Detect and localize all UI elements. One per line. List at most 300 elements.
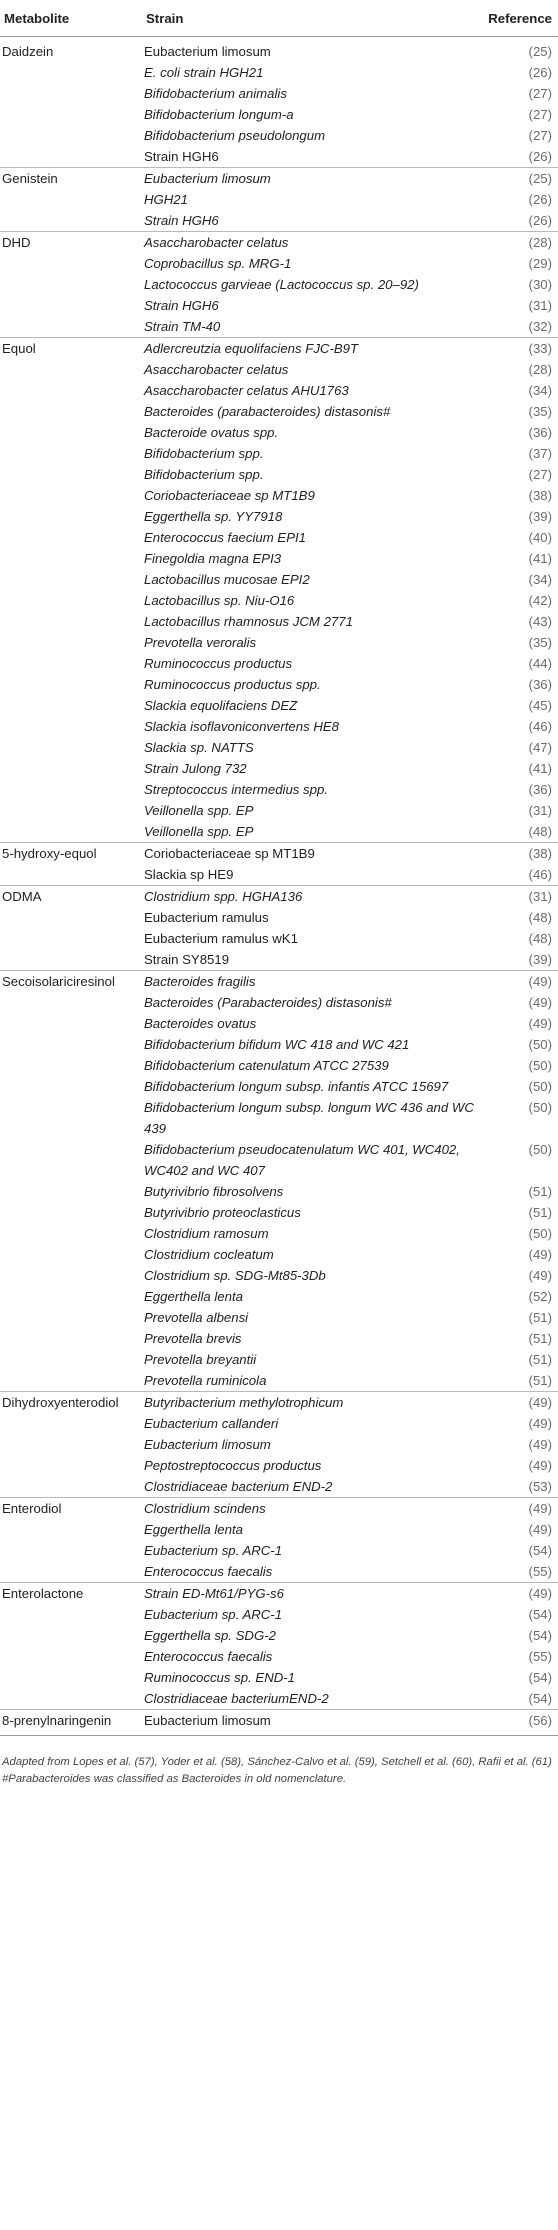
table-row (0, 907, 558, 928)
table-row (0, 1413, 558, 1434)
strain-cell: Slackia isoflavoniconvertens HE8 (144, 719, 339, 734)
metabolite-cell (0, 485, 142, 506)
metabolite-cell: 8-prenylnaringenin (0, 1710, 142, 1736)
metabolite-cell: Dihydroxyenterodiol (0, 1392, 142, 1414)
strain-cell: Bacteroides fragilis (142, 971, 480, 993)
metabolite-cell (0, 104, 142, 125)
reference-cell: (30) (528, 277, 552, 292)
strain-cell: Veillonella spp. EP (144, 803, 254, 818)
strain-cell: Prevotella veroralis (144, 635, 257, 650)
table-footnote: Adapted from Lopes et al. (57), Yoder et al. (58), Sánchez-Calvo et al. (59), Setchell et al. (60), Rafii et al. (61) #Parabacteroides was classified as Bacteroides in old nomenclature. (2, 1756, 552, 1785)
strain-cell: Coprobacillus sp. MRG-1 (144, 256, 292, 271)
reference-cell: (51) (528, 1373, 552, 1388)
metabolite-cell (0, 907, 142, 928)
strain-cell: Eubacterium ramulus (144, 910, 269, 925)
metabolite-cell: ODMA (0, 886, 142, 908)
reference-cell: (54) (528, 1628, 552, 1643)
table-row (0, 1034, 558, 1055)
metabolite-cell (0, 1604, 142, 1625)
strain-cell: Asaccharobacter celatus AHU1763 (144, 383, 349, 398)
table-row (0, 253, 558, 274)
table-row (0, 1561, 558, 1583)
reference-cell: (25) (528, 44, 552, 59)
metabolite-cell (0, 632, 142, 653)
header-row (0, 0, 558, 37)
table-row (0, 1265, 558, 1286)
table-row (0, 232, 558, 254)
strain-cell: Bacteroide ovatus spp. (144, 425, 279, 440)
table-row (0, 1244, 558, 1265)
table-row (0, 443, 558, 464)
strain-cell: Bifidobacterium pseudocatenulatum WC 401, WC402, WC402 and WC 407 (144, 1142, 460, 1178)
reference-cell: (50) (528, 1226, 552, 1241)
table-row (0, 886, 558, 908)
reference-cell: (49) (480, 1583, 558, 1605)
metabolite-cell: Enterolactone (0, 1583, 142, 1605)
table-row (0, 168, 558, 190)
strain-cell: Butyrivibrio fibrosolvens (144, 1184, 284, 1199)
metabolite-cell (0, 758, 142, 779)
strain-cell: Eubacterium limosum (142, 168, 480, 190)
reference-cell: (25) (480, 168, 558, 190)
table-row (0, 1540, 558, 1561)
reference-cell: (52) (528, 1289, 552, 1304)
strain-cell: Strain SY8519 (144, 952, 230, 967)
table-row (0, 274, 558, 295)
metabolite-cell (0, 548, 142, 569)
strain-cell: Coriobacteriaceae sp MT1B9 (144, 488, 315, 503)
metabolite-cell (0, 800, 142, 821)
table-row (0, 1498, 558, 1520)
metabolite-cell (0, 189, 142, 210)
table-row (0, 1286, 558, 1307)
header-metabolite: Metabolite (0, 0, 142, 37)
metabolite-cell (0, 737, 142, 758)
strain-cell: Eggerthella lenta (144, 1522, 243, 1537)
strain-cell: Eubacterium sp. ARC-1 (144, 1607, 283, 1622)
table-row (0, 1646, 558, 1667)
reference-cell: (49) (528, 1268, 552, 1283)
reference-cell: (35) (528, 404, 552, 419)
strain-cell: Eubacterium sp. ARC-1 (144, 1543, 283, 1558)
metabolite-cell (0, 1519, 142, 1540)
metabolite-cell (0, 527, 142, 548)
reference-cell: (50) (528, 1142, 552, 1157)
strain-cell: Bacteroides ovatus (144, 1016, 257, 1031)
table-row (0, 295, 558, 316)
table-row (0, 864, 558, 886)
strain-cell: Bifidobacterium longum subsp. longum WC 436 and WC 439 (144, 1100, 474, 1136)
strain-cell: Enterococcus faecalis (144, 1649, 273, 1664)
metabolite-cell (0, 316, 142, 338)
reference-cell: (48) (528, 824, 552, 839)
table-row (0, 1688, 558, 1710)
strain-cell: Lactobacillus mucosae EPI2 (144, 572, 310, 587)
reference-cell: (27) (528, 128, 552, 143)
strain-cell: Prevotella brevis (144, 1331, 242, 1346)
table-row (0, 1667, 558, 1688)
table-row (0, 779, 558, 800)
table-row (0, 1583, 558, 1605)
strain-cell: Eubacterium limosum (142, 1710, 480, 1736)
strain-cell: Clostridium spp. HGHA136 (142, 886, 480, 908)
table-row (0, 422, 558, 443)
metabolite-cell (0, 1540, 142, 1561)
reference-cell: (27) (528, 107, 552, 122)
metabolite-cell (0, 864, 142, 886)
strain-cell: Slackia equolifaciens DEZ (144, 698, 298, 713)
strain-cell: Lactobacillus rhamnosus JCM 2771 (144, 614, 353, 629)
strain-cell: Strain HGH6 (144, 149, 219, 164)
metabolite-cell: DHD (0, 232, 142, 254)
reference-cell: (48) (528, 931, 552, 946)
reference-cell: (36) (528, 677, 552, 692)
metabolite-cell (0, 62, 142, 83)
reference-cell: (51) (528, 1205, 552, 1220)
table-row (0, 674, 558, 695)
reference-cell: (36) (528, 782, 552, 797)
table-row (0, 1604, 558, 1625)
reference-cell: (40) (528, 530, 552, 545)
header-strain: Strain (142, 0, 480, 37)
reference-cell: (50) (528, 1058, 552, 1073)
reference-cell: (28) (480, 232, 558, 254)
reference-cell: (28) (528, 362, 552, 377)
strain-cell: Lactobacillus sp. Niu-O16 (144, 593, 295, 608)
metabolite-cell (0, 1349, 142, 1370)
reference-cell: (35) (528, 635, 552, 650)
metabolite-cell: Equol (0, 338, 142, 360)
metabolite-cell (0, 1286, 142, 1307)
table-row (0, 83, 558, 104)
reference-cell: (55) (528, 1649, 552, 1664)
table-row (0, 210, 558, 232)
strain-cell: Adlercreutzia equolifaciens FJC-B9T (142, 338, 480, 360)
reference-cell: (39) (528, 952, 552, 967)
metabolite-cell (0, 1370, 142, 1392)
table-row (0, 548, 558, 569)
strain-cell: Prevotella breyantii (144, 1352, 257, 1367)
strain-cell: Clostridium scindens (142, 1498, 480, 1520)
strain-cell: Eubacterium callanderi (144, 1416, 279, 1431)
metabolite-cell: Daidzein (2, 44, 54, 59)
reference-cell: (51) (528, 1184, 552, 1199)
table-row (0, 1076, 558, 1097)
metabolite-cell (0, 1328, 142, 1349)
reference-cell: (49) (528, 995, 552, 1010)
reference-cell: (49) (480, 971, 558, 993)
reference-cell: (26) (528, 213, 552, 228)
strain-cell: Slackia sp. NATTS (144, 740, 254, 755)
metabolite-cell (0, 1413, 142, 1434)
strain-cell: Bacteroides (parabacteroides) distasonis# (144, 404, 391, 419)
metabolite-cell (0, 506, 142, 527)
table-row (0, 125, 558, 146)
reference-cell: (54) (528, 1607, 552, 1622)
reference-cell: (31) (528, 803, 552, 818)
strain-cell: Clostridiaceae bacterium END-2 (144, 1479, 333, 1494)
table-row (0, 716, 558, 737)
strain-cell: Slackia sp HE9 (144, 867, 234, 882)
metabolite-cell (0, 590, 142, 611)
metabolite-cell (0, 1139, 142, 1181)
table-row (0, 695, 558, 716)
table-row (0, 146, 558, 168)
reference-cell: (38) (528, 488, 552, 503)
metabolite-cell: Secoisolariciresinol (0, 971, 142, 993)
strain-cell: Clostridium ramosum (144, 1226, 269, 1241)
table-row (0, 971, 558, 993)
strain-cell: Eggerthella sp. YY7918 (144, 509, 283, 524)
metabolite-cell (0, 146, 142, 168)
reference-cell: (27) (528, 467, 552, 482)
strain-cell: Coriobacteriaceae sp MT1B9 (142, 843, 480, 865)
reference-cell: (26) (528, 192, 552, 207)
table-row (0, 758, 558, 779)
reference-cell: (34) (528, 383, 552, 398)
table-row (0, 37, 558, 63)
strain-cell: Bifidobacterium longum-a (144, 107, 294, 122)
table-row (0, 1013, 558, 1034)
reference-cell: (49) (528, 1247, 552, 1262)
table-row (0, 949, 558, 971)
strain-cell: Strain ED-Mt61/PYG-s6 (142, 1583, 480, 1605)
table-row (0, 401, 558, 422)
strain-cell: Eubacterium limosum (144, 44, 271, 59)
metabolite-cell (0, 253, 142, 274)
strain-cell: Butyrivibrio proteoclasticus (144, 1205, 301, 1220)
table-row (0, 1097, 558, 1139)
reference-cell: (49) (528, 1016, 552, 1031)
table-row (0, 843, 558, 865)
metabolite-cell (0, 779, 142, 800)
reference-cell: (31) (480, 886, 558, 908)
strain-cell: Lactococcus garvieae (Lactococcus sp. 20–92) (144, 277, 419, 292)
strain-cell: Eubacterium ramulus wK1 (144, 931, 298, 946)
metabolite-cell (0, 1076, 142, 1097)
table-row (0, 1370, 558, 1392)
reference-cell: (50) (528, 1079, 552, 1094)
metabolite-cell (0, 125, 142, 146)
reference-cell: (29) (528, 256, 552, 271)
strain-cell: Strain HGH6 (144, 298, 219, 313)
reference-cell: (47) (528, 740, 552, 755)
reference-cell: (33) (480, 338, 558, 360)
table-row (0, 359, 558, 380)
strain-cell: Asaccharobacter celatus (142, 232, 480, 254)
metabolite-cell (0, 83, 142, 104)
table-row (0, 569, 558, 590)
strain-cell: Streptococcus intermedius spp. (144, 782, 328, 797)
strain-cell: E. coli strain HGH21 (144, 65, 264, 80)
reference-cell: (26) (528, 149, 552, 164)
strain-cell: Eubacterium limosum (144, 1437, 271, 1452)
reference-cell: (51) (528, 1352, 552, 1367)
strain-cell: Eggerthella lenta (144, 1289, 243, 1304)
metabolite-cell (0, 821, 142, 843)
table-row (0, 506, 558, 527)
strain-cell: Ruminococcus productus spp. (144, 677, 321, 692)
metabolite-cell (0, 1013, 142, 1034)
strain-cell: Prevotella ruminicola (144, 1373, 267, 1388)
reference-cell: (43) (528, 614, 552, 629)
table-row (0, 1328, 558, 1349)
reference-cell: (48) (528, 910, 552, 925)
metabolite-cell (0, 1476, 142, 1498)
reference-cell: (50) (528, 1037, 552, 1052)
table-row (0, 1710, 558, 1736)
reference-cell: (54) (528, 1543, 552, 1558)
metabolite-cell (0, 1307, 142, 1328)
strain-cell: Ruminococcus sp. END-1 (144, 1670, 295, 1685)
metabolite-cell: Enterodiol (0, 1498, 142, 1520)
metabolite-cell (0, 674, 142, 695)
header-reference: Reference (480, 0, 558, 37)
metabolite-cell (0, 653, 142, 674)
strain-cell: Strain TM-40 (144, 319, 221, 334)
table-row (0, 1434, 558, 1455)
metabolite-cell (0, 569, 142, 590)
strain-cell: Enterococcus faecium EPI1 (144, 530, 306, 545)
strain-cell: Peptostreptococcus productus (144, 1458, 322, 1473)
reference-cell: (34) (528, 572, 552, 587)
table-row (0, 653, 558, 674)
table-row (0, 1307, 558, 1328)
metabolite-cell (0, 1646, 142, 1667)
metabolite-cell (0, 1434, 142, 1455)
metabolite-cell (0, 464, 142, 485)
strain-cell: Bifidobacterium pseudolongum (144, 128, 326, 143)
strain-cell: Bifidobacterium spp. (144, 446, 264, 461)
metabolite-cell: 5-hydroxy-equol (0, 843, 142, 865)
strain-cell: Clostridium cocleatum (144, 1247, 274, 1262)
reference-cell: (41) (528, 761, 552, 776)
table-row (0, 1055, 558, 1076)
table-row (0, 800, 558, 821)
table-row (0, 380, 558, 401)
table-row (0, 1519, 558, 1540)
metabolite-cell (0, 401, 142, 422)
metabolite-cell (0, 1202, 142, 1223)
table-row (0, 1476, 558, 1498)
strain-cell: Veillonella spp. EP (144, 824, 254, 839)
strain-cell: Bifidobacterium animalis (144, 86, 287, 101)
metabolite-cell (0, 295, 142, 316)
metabolite-cell (0, 359, 142, 380)
strain-cell: Clostridium sp. SDG-Mt85-3Db (144, 1268, 326, 1283)
reference-cell: (54) (528, 1670, 552, 1685)
reference-cell: (44) (528, 656, 552, 671)
strain-cell: Bifidobacterium bifidum WC 418 and WC 421 (144, 1037, 410, 1052)
metabolite-cell (0, 443, 142, 464)
reference-cell: (36) (528, 425, 552, 440)
metabolite-cell (0, 1034, 142, 1055)
strain-cell: Prevotella albensi (144, 1310, 249, 1325)
strain-cell: Strain Julong 732 (144, 761, 247, 776)
table-row (0, 527, 558, 548)
metabolite-cell (0, 611, 142, 632)
strain-cell: Finegoldia magna EPI3 (144, 551, 282, 566)
reference-cell: (37) (528, 446, 552, 461)
metabolite-cell (0, 949, 142, 971)
reference-cell: (27) (528, 86, 552, 101)
reference-cell: (38) (480, 843, 558, 865)
metabolite-cell (0, 1667, 142, 1688)
table-row (0, 338, 558, 360)
table-row (0, 1625, 558, 1646)
reference-cell: (45) (528, 698, 552, 713)
reference-cell: (32) (528, 319, 552, 334)
strain-cell: Clostridiaceae bacteriumEND-2 (144, 1691, 329, 1706)
table-row (0, 464, 558, 485)
strain-cell: Eggerthella sp. SDG-2 (144, 1628, 276, 1643)
reference-cell: (50) (528, 1100, 552, 1115)
table-row (0, 1349, 558, 1370)
table-row (0, 485, 558, 506)
reference-cell: (55) (528, 1564, 552, 1579)
metabolite-cell (0, 380, 142, 401)
reference-cell: (42) (528, 593, 552, 608)
table-row (0, 1139, 558, 1181)
table-row (0, 611, 558, 632)
metabolite-cell (0, 1625, 142, 1646)
metabolite-cell (0, 422, 142, 443)
strain-cell: Bifidobacterium catenulatum ATCC 27539 (144, 1058, 389, 1073)
metabolite-cell (0, 1265, 142, 1286)
metabolite-cell (0, 1181, 142, 1202)
reference-cell: (51) (528, 1310, 552, 1325)
table-row (0, 992, 558, 1013)
reference-cell: (49) (528, 1458, 552, 1473)
metabolite-cell (0, 716, 142, 737)
metabolite-cell (0, 1455, 142, 1476)
reference-cell: (41) (528, 551, 552, 566)
table-row (0, 632, 558, 653)
reference-cell: (46) (528, 719, 552, 734)
metabolite-cell (0, 695, 142, 716)
table-row (0, 189, 558, 210)
strain-cell: HGH21 (144, 192, 188, 207)
table-row (0, 1202, 558, 1223)
table-body (0, 37, 558, 1736)
table-row (0, 1392, 558, 1414)
table-row (0, 1223, 558, 1244)
strain-cell: Butyribacterium methylotrophicum (142, 1392, 480, 1414)
metabolite-cell (0, 1244, 142, 1265)
reference-cell: (49) (528, 1522, 552, 1537)
reference-cell: (51) (528, 1331, 552, 1346)
reference-cell: (49) (480, 1392, 558, 1414)
strain-cell: Bacteroides (Parabacteroides) distasonis# (144, 995, 392, 1010)
strain-cell: Enterococcus faecalis (144, 1564, 273, 1579)
table-row (0, 928, 558, 949)
metabolite-cell: Genistein (0, 168, 142, 190)
metabolite-cell (0, 1688, 142, 1710)
table-row (0, 590, 558, 611)
reference-cell: (54) (528, 1691, 552, 1706)
reference-cell: (39) (528, 509, 552, 524)
metabolite-cell (0, 210, 142, 232)
strain-cell: Ruminococcus productus (144, 656, 293, 671)
reference-cell: (49) (528, 1437, 552, 1452)
metabolite-cell (0, 274, 142, 295)
table-row (0, 104, 558, 125)
metabolite-cell (0, 992, 142, 1013)
reference-cell: (31) (528, 298, 552, 313)
table-row (0, 737, 558, 758)
table-row (0, 1181, 558, 1202)
metabolite-cell (0, 1097, 142, 1139)
